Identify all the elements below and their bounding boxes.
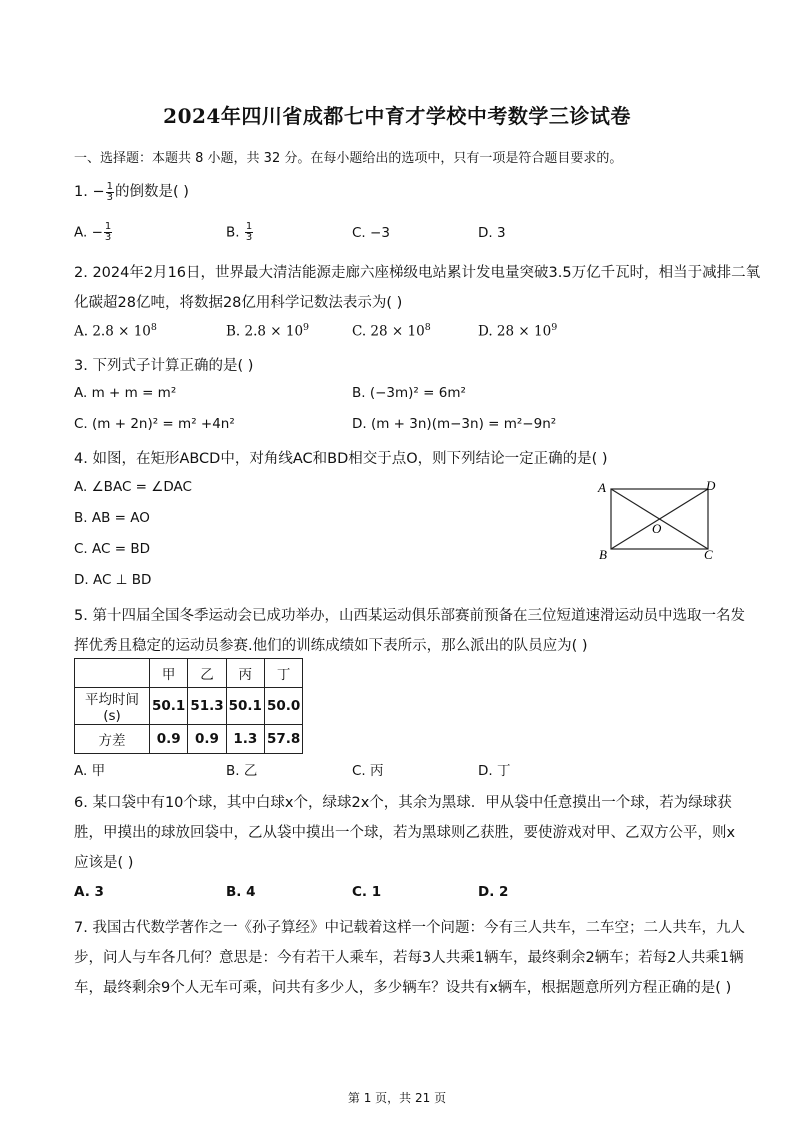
q3-option-a: A. m + m = m² <box>74 385 177 401</box>
q2-option-d <box>478 322 557 340</box>
q1-option-a-den: 3 <box>104 232 112 243</box>
table-header-cell: 丁 <box>264 659 302 688</box>
table-header-cell: 丙 <box>226 659 264 688</box>
question-6-line-3: 应该是( ) <box>74 855 134 871</box>
q2-option-d-base: D. 28 × 10 <box>478 323 552 340</box>
q2-option-b-base: B. 2.8 × 10 <box>226 323 304 340</box>
q6-option-b: B. 4 <box>226 884 256 900</box>
q1-option-a-label: A. − <box>74 224 103 241</box>
q4-option-c: C. AC = BD <box>74 541 150 557</box>
label-b: B <box>599 547 607 562</box>
q4-option-a: A. ∠BAC = ∠DAC <box>74 479 192 495</box>
section-heading: 一、选择题：本题共 8 小题，共 32 分。在每小题给出的选项中，只有一项是符合题目要求的。 <box>74 151 623 166</box>
q2-option-a-exp: 8 <box>150 322 157 333</box>
table-header-row <box>75 659 303 688</box>
q1-option-b-den: 3 <box>245 232 253 243</box>
table-cell: 0.9 <box>150 725 188 754</box>
q2-option-b <box>226 322 309 340</box>
q5-option-d: D. 丁 <box>478 763 511 779</box>
table-cell: 方差 <box>75 725 150 754</box>
q6-option-c: C. 1 <box>352 884 382 900</box>
q1-frac-den: 3 <box>106 191 113 203</box>
table-cell: 平均时间(s) <box>75 688 150 725</box>
q6-option-d: D. 2 <box>478 884 509 900</box>
q3-option-d: D. (m + 3n)(m−3n) = m²−9n² <box>352 416 557 432</box>
label-o: O <box>652 521 662 536</box>
q5-option-b: B. 乙 <box>226 763 258 779</box>
q1-prefix: 1. − <box>74 184 105 200</box>
table-header-cell <box>75 659 150 688</box>
page-title: 2024年四川省成都七中育才学校中考数学三诊试卷 <box>163 104 631 128</box>
q1-option-a <box>74 222 113 243</box>
q2-option-c <box>352 322 431 340</box>
label-c: C <box>704 547 713 562</box>
q2-option-c-exp: 8 <box>424 322 431 333</box>
q5-option-a: A. 甲 <box>74 763 106 779</box>
question-5-line-1: 5. 第十四届全国冬季运动会已成功举办，山西某运动俱乐部赛前预备在三位短道速滑运动员中选取一名发 <box>74 608 745 624</box>
question-7-line-3: 车，最终剩余9个人无车可乘，问共有多少人，多少辆车？设共有x辆车，根据题意所列方程正确的是( ) <box>74 980 732 996</box>
q1-option-b <box>226 222 254 243</box>
question-2-line-2: 化碳超28亿吨，将数据28亿用科学记数法表示为( ) <box>74 295 403 311</box>
question-2-line-1: 2. 2024年2月16日，世界最大清洁能源走廊六座梯级电站累计发电量突破3.5万亿千瓦时，相当于减排二氧 <box>74 265 761 281</box>
question-6-line-1: 6. 某口袋中有10个球，其中白球x个，绿球2x个，其余为黑球．甲从袋中任意摸出一个球，若为绿球获 <box>74 795 732 811</box>
table-row <box>75 688 303 725</box>
question-5-line-2: 挥优秀且稳定的运动员参赛.他们的训练成绩如下表所示，那么派出的队员应为( ) <box>74 638 588 654</box>
table-cell: 57.8 <box>264 725 302 754</box>
question-1-stem <box>74 180 189 203</box>
question-7-line-2: 步，问人与车各几何？意思是：今有若干人乘车，若每3人共乘1辆车，最终剩余2辆车；若每2人共乘1辆 <box>74 950 744 966</box>
table-cell: 50.1 <box>226 688 264 725</box>
table-header-cell: 甲 <box>150 659 188 688</box>
q1-option-d: D. 3 <box>478 225 506 241</box>
rectangle-diagram <box>590 475 730 570</box>
q1-fraction <box>106 182 114 203</box>
table-cell: 50.0 <box>264 688 302 725</box>
training-results-table <box>74 658 303 754</box>
label-a: A <box>598 480 606 495</box>
q1-option-b-num: 1 <box>245 221 253 232</box>
q1-option-a-num: 1 <box>104 221 112 232</box>
q1-option-c: C. −3 <box>352 225 390 241</box>
q5-option-c: C. 丙 <box>352 763 384 779</box>
table-cell: 1.3 <box>226 725 264 754</box>
table-cell: 50.1 <box>150 688 188 725</box>
q4-option-b: B. AB = AO <box>74 510 150 526</box>
question-3-stem: 3. 下列式子计算正确的是( ) <box>74 358 254 374</box>
q1-option-a-fraction <box>104 222 112 243</box>
q1-option-b-fraction <box>245 222 253 243</box>
table-cell: 51.3 <box>188 688 226 725</box>
q1-option-b-label: B. <box>226 224 240 241</box>
q4-option-d: D. AC ⊥ BD <box>74 572 152 588</box>
q3-option-b: B. (−3m)² = 6m² <box>352 385 466 401</box>
question-6-line-2: 胜，甲摸出的球放回袋中，乙从袋中摸出一个球，若为黑球则乙获胜，要使游戏对甲、乙双方公平，则x <box>74 825 736 841</box>
q2-option-a <box>74 322 157 340</box>
q3-option-c: C. (m + 2n)² = m² +4n² <box>74 416 235 432</box>
q2-option-c-base: C. 28 × 10 <box>352 323 425 340</box>
table-header-cell: 乙 <box>188 659 226 688</box>
table-row <box>75 725 303 754</box>
label-d: D <box>706 478 716 493</box>
q2-option-a-base: A. 2.8 × 10 <box>74 323 151 340</box>
page-footer: 第 1 页，共 21 页 <box>347 1091 447 1105</box>
q2-option-b-exp: 9 <box>303 322 310 333</box>
q1-suffix: 的倒数是( ) <box>114 184 189 200</box>
table-cell: 0.9 <box>188 725 226 754</box>
question-4-stem: 4. 如图，在矩形ABCD中，对角线AC和BD相交于点O，则下列结论一定正确的是( ) <box>74 451 608 467</box>
question-7-line-1: 7. 我国古代数学著作之一《孙子算经》中记载着这样一个问题：今有三人共车，二车空；二人共车，九人 <box>74 920 745 936</box>
q1-frac-num: 1 <box>106 180 113 192</box>
q2-option-d-exp: 9 <box>551 322 558 333</box>
q6-option-a: A. 3 <box>74 884 104 900</box>
